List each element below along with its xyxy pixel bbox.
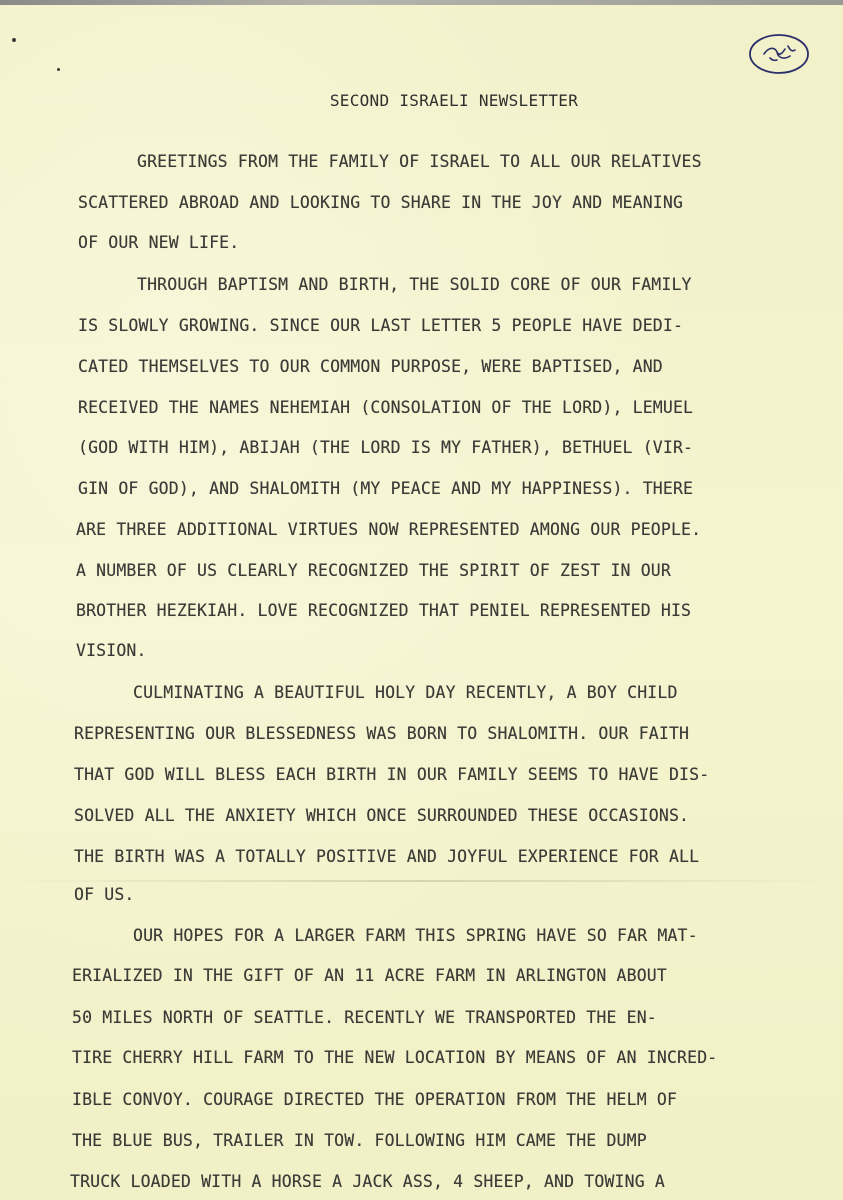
paper-speck bbox=[57, 68, 60, 71]
body-text-line: TIRE CHERRY HILL FARM TO THE NEW LOCATION BY MEANS OF AN INCRED- bbox=[72, 1048, 718, 1067]
body-text-line: TRUCK LOADED WITH A HORSE A JACK ASS, 4 SHEEP, AND TOWING A bbox=[70, 1172, 665, 1191]
circled-logo-icon bbox=[748, 32, 810, 76]
body-text-line: THE BIRTH WAS A TOTALLY POSITIVE AND JOYFUL EXPERIENCE FOR ALL bbox=[74, 847, 700, 866]
body-text-line: 50 MILES NORTH OF SEATTLE. RECENTLY WE TRANSPORTED THE EN- bbox=[72, 1008, 657, 1027]
body-text-line: OUR HOPES FOR A LARGER FARM THIS SPRING HAVE SO FAR MAT- bbox=[133, 926, 698, 945]
body-text-line: OF US. bbox=[74, 885, 135, 904]
body-text-line: OF OUR NEW LIFE. bbox=[78, 233, 240, 252]
body-text-line: RECEIVED THE NAMES NEHEMIAH (CONSOLATION OF THE LORD), LEMUEL bbox=[78, 398, 694, 417]
body-text-line: GIN OF GOD), AND SHALOMITH (MY PEACE AND MY HAPPINESS). THERE bbox=[78, 479, 694, 498]
body-text-line: THE BLUE BUS, TRAILER IN TOW. FOLLOWING HIM CAME THE DUMP bbox=[72, 1131, 647, 1150]
paper-top-edge bbox=[0, 0, 843, 5]
body-text-line: BROTHER HEZEKIAH. LOVE RECOGNIZED THAT PENIEL REPRESENTED HIS bbox=[76, 601, 692, 620]
body-text-line: REPRESENTING OUR BLESSEDNESS WAS BORN TO SHALOMITH. OUR FAITH bbox=[74, 724, 690, 743]
paper-speck bbox=[12, 38, 16, 42]
body-text-line: CULMINATING A BEAUTIFUL HOLY DAY RECENTLY, A BOY CHILD bbox=[133, 683, 678, 702]
body-text-line: SCATTERED ABROAD AND LOOKING TO SHARE IN THE JOY AND MEANING bbox=[78, 193, 684, 212]
body-text-line: SOLVED ALL THE ANXIETY WHICH ONCE SURROUNDED THESE OCCASIONS. bbox=[74, 806, 690, 825]
body-text-line: THAT GOD WILL BLESS EACH BIRTH IN OUR FAMILY SEEMS TO HAVE DIS- bbox=[74, 765, 710, 784]
body-text-line: ARE THREE ADDITIONAL VIRTUES NOW REPRESENTED AMONG OUR PEOPLE. bbox=[76, 520, 702, 539]
body-text-line: IS SLOWLY GROWING. SINCE OUR LAST LETTER 5 PEOPLE HAVE DEDI- bbox=[78, 316, 684, 335]
body-text-line: A NUMBER OF US CLEARLY RECOGNIZED THE SPIRIT OF ZEST IN OUR bbox=[76, 561, 671, 580]
paper-fold-crease bbox=[0, 880, 843, 882]
body-text-line: ERIALIZED IN THE GIFT OF AN 11 ACRE FARM IN ARLINGTON ABOUT bbox=[72, 966, 667, 985]
body-text-line: (GOD WITH HIM), ABIJAH (THE LORD IS MY FATHER), BETHUEL (VIR- bbox=[78, 438, 694, 457]
body-text-line: THROUGH BAPTISM AND BIRTH, THE SOLID CORE OF OUR FAMILY bbox=[137, 275, 692, 294]
body-text-line: CATED THEMSELVES TO OUR COMMON PURPOSE, WERE BAPTISED, AND bbox=[78, 357, 663, 376]
newsletter-title: SECOND ISRAELI NEWSLETTER bbox=[329, 91, 579, 110]
body-text-line: IBLE CONVOY. COURAGE DIRECTED THE OPERATION FROM THE HELM OF bbox=[72, 1090, 678, 1109]
body-text-line: GREETINGS FROM THE FAMILY OF ISRAEL TO ALL OUR RELATIVES bbox=[137, 152, 702, 171]
body-text-line: VISION. bbox=[76, 641, 147, 660]
